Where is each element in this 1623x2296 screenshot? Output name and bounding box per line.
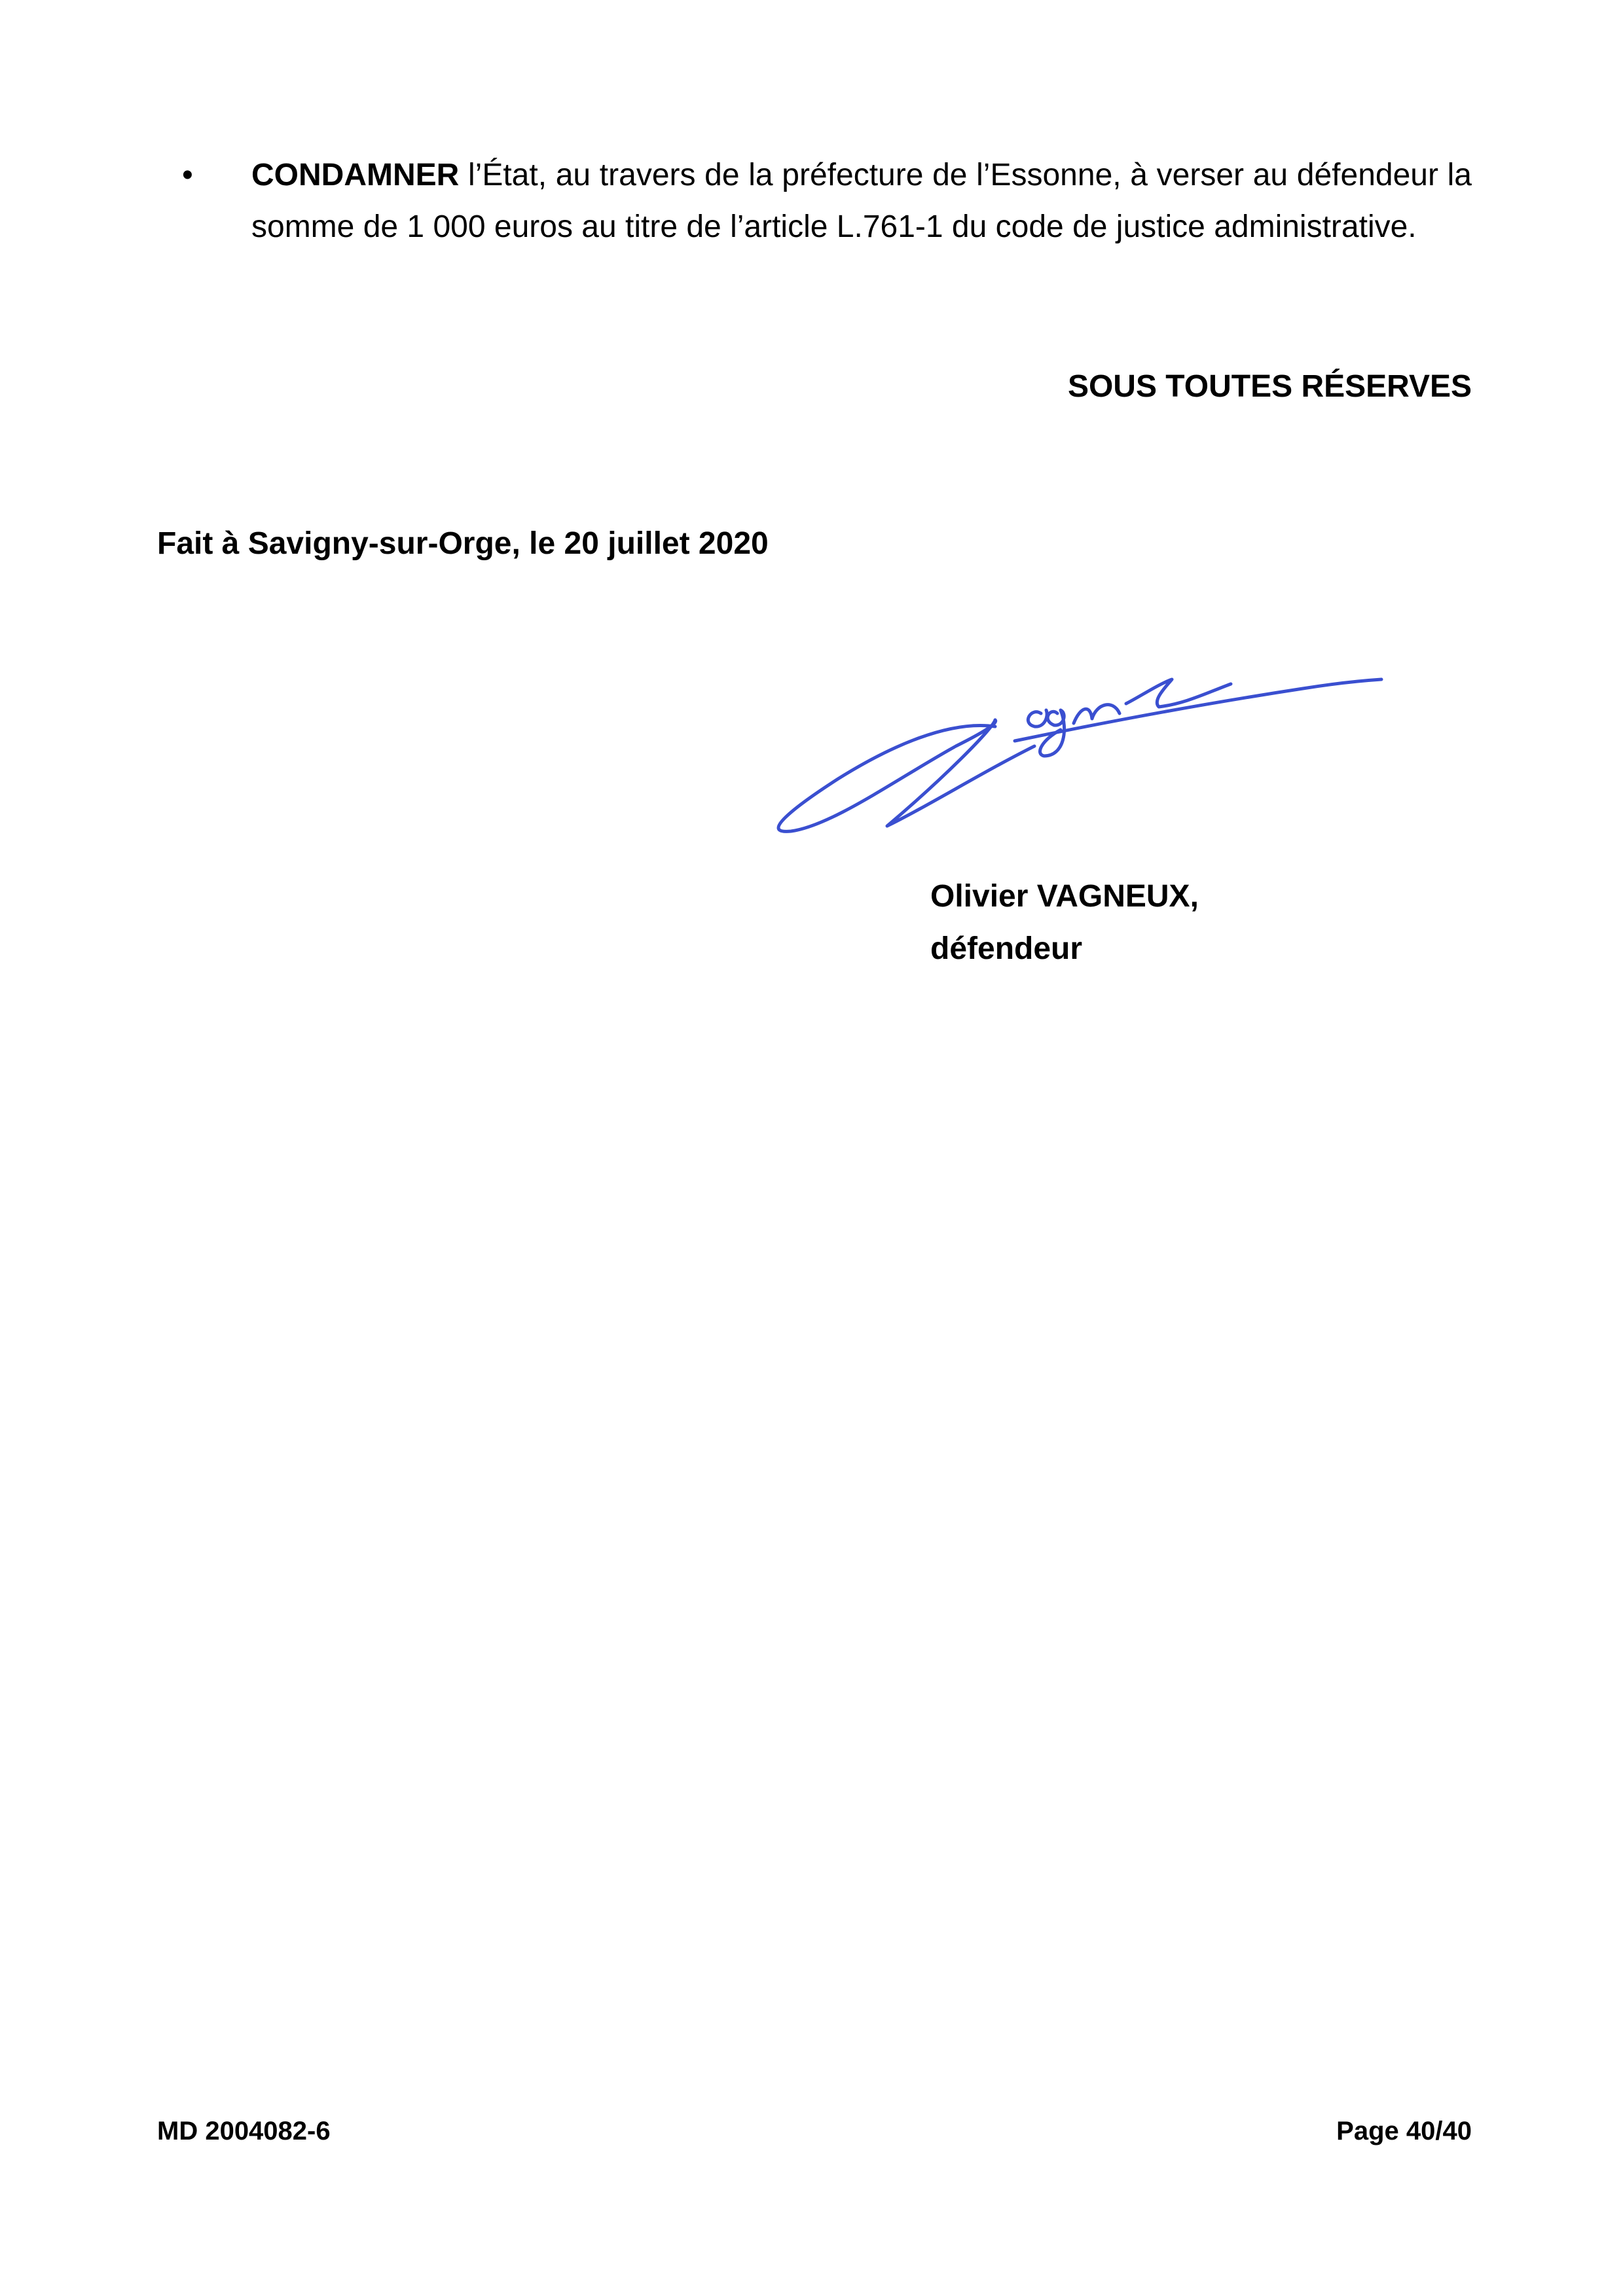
reserves-heading: SOUS TOUTES RÉSERVES [1067, 369, 1472, 404]
signatory-block [930, 870, 1199, 975]
signatory-role: défendeur [930, 931, 1083, 966]
bullet-icon: • [182, 158, 193, 192]
signature-image [733, 615, 1427, 864]
document-reference: MD 2004082-6 [157, 2117, 331, 2145]
place-date: Fait à Savigny-sur-Orge, le 20 juillet 2020 [157, 526, 769, 561]
bullet-keyword: CONDAMNER [251, 158, 460, 192]
bullet-item-condamner [182, 149, 1472, 253]
bullet-body: l’État, au travers de la préfecture de l’Essonne, à verser au défendeur la somme de 1 000 euros au titre de l’article L.761-1 du code de justice administrative. [251, 158, 1472, 244]
signatory-name: Olivier VAGNEUX, [930, 879, 1199, 914]
bullet-text [251, 149, 1472, 253]
page-number: Page 40/40 [1336, 2117, 1472, 2145]
